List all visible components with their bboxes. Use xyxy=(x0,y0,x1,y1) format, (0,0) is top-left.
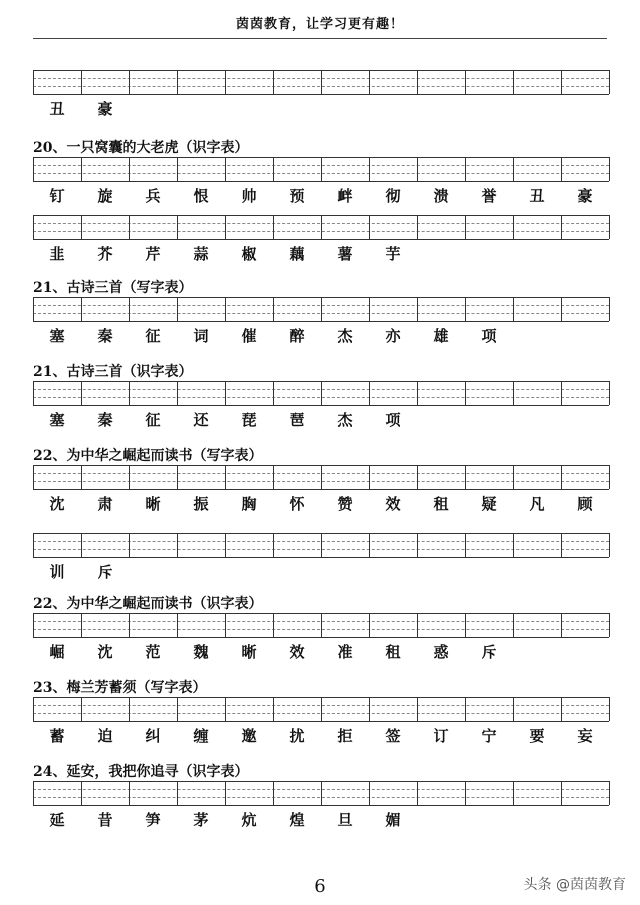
vocab-character: 订 xyxy=(433,727,449,745)
vocab-character: 丑 xyxy=(529,187,545,205)
vocab-character: 杰 xyxy=(337,327,353,345)
vocab-character: 昔 xyxy=(97,811,113,829)
vocab-character: 旦 xyxy=(337,811,353,829)
vocab-character: 旋 xyxy=(97,187,113,205)
vocab-character: 项 xyxy=(385,411,401,429)
vocab-character: 斥 xyxy=(481,643,497,661)
vocab-character: 芹 xyxy=(145,245,161,263)
vocab-character: 租 xyxy=(385,643,401,661)
vocab-character: 醉 xyxy=(289,327,305,345)
vocab-character: 雄 xyxy=(433,327,449,345)
vocab-character: 晰 xyxy=(241,643,257,661)
vocab-character: 椒 xyxy=(241,245,257,263)
vocab-character: 杰 xyxy=(337,411,353,429)
vocab-character: 秦 xyxy=(97,411,113,429)
vocab-character: 兵 xyxy=(145,187,161,205)
vocab-character: 煌 xyxy=(289,811,305,829)
vocab-character: 彻 xyxy=(385,187,401,205)
vocab-character: 崛 xyxy=(49,643,65,661)
pinyin-writing-grid xyxy=(33,697,609,721)
vocab-character: 惑 xyxy=(433,643,449,661)
page-header-title: 茵茵教育，让学习更有趣！ xyxy=(235,17,404,32)
vocab-character: 秦 xyxy=(97,327,113,345)
vocab-character: 宁 xyxy=(481,727,497,745)
vocab-character: 要 xyxy=(529,727,545,745)
vocab-character: 丑 xyxy=(49,100,65,118)
vocab-character: 拒 xyxy=(337,727,353,745)
vocab-character: 纠 xyxy=(145,727,161,745)
vocab-character: 词 xyxy=(193,327,209,345)
vocab-character: 媚 xyxy=(385,811,401,829)
vocab-character: 范 xyxy=(145,643,161,661)
vocab-character: 琶 xyxy=(289,411,305,429)
lesson-section-title: 22、为中华之崛起而读书（写字表） xyxy=(33,448,263,464)
lesson-section-title: 21、古诗三首（识字表） xyxy=(33,364,193,380)
vocab-character: 塞 xyxy=(49,411,65,429)
vocab-character: 藕 xyxy=(289,245,305,263)
lesson-section-title: 21、古诗三首（写字表） xyxy=(33,280,193,296)
vocab-character: 塞 xyxy=(49,327,65,345)
vocab-character: 帅 xyxy=(241,187,257,205)
vocab-character: 疑 xyxy=(481,495,497,513)
pinyin-writing-grid xyxy=(33,215,609,239)
pinyin-writing-grid xyxy=(33,465,609,489)
vocab-character: 邀 xyxy=(241,727,257,745)
vocab-character: 振 xyxy=(193,495,209,513)
vocab-character: 延 xyxy=(49,811,65,829)
vocab-character: 训 xyxy=(49,563,65,581)
vocab-character: 薯 xyxy=(337,245,353,263)
vocab-character: 还 xyxy=(193,411,209,429)
pinyin-writing-grid xyxy=(33,70,609,94)
lesson-section-title: 22、为中华之崛起而读书（识字表） xyxy=(33,596,263,612)
vocab-character: 恨 xyxy=(193,187,209,205)
vocab-character: 芥 xyxy=(97,245,113,263)
vocab-character: 扰 xyxy=(289,727,305,745)
vocab-character: 琵 xyxy=(241,411,257,429)
vocab-character: 催 xyxy=(241,327,257,345)
vocab-character: 缠 xyxy=(193,727,209,745)
pinyin-writing-grid xyxy=(33,613,609,637)
vocab-character: 晰 xyxy=(145,495,161,513)
vocab-character: 凡 xyxy=(529,495,545,513)
vocab-character: 项 xyxy=(481,327,497,345)
vocab-character: 钉 xyxy=(49,187,65,205)
vocab-character: 顾 xyxy=(577,495,593,513)
vocab-character: 蒜 xyxy=(193,245,209,263)
vocab-character: 笋 xyxy=(145,811,161,829)
pinyin-writing-grid xyxy=(33,781,609,805)
vocab-character: 衅 xyxy=(337,187,353,205)
vocab-character: 沈 xyxy=(49,495,65,513)
vocab-character: 预 xyxy=(289,187,305,205)
vocab-character: 肃 xyxy=(97,495,113,513)
vocab-character: 效 xyxy=(385,495,401,513)
vocab-character: 妄 xyxy=(577,727,593,745)
vocab-character: 豪 xyxy=(577,187,593,205)
vocab-character: 誉 xyxy=(481,187,497,205)
vocab-character: 效 xyxy=(289,643,305,661)
vocab-character: 迫 xyxy=(97,727,113,745)
watermark: 头条 @茵茵教育 xyxy=(523,877,626,893)
vocab-character: 芋 xyxy=(385,245,401,263)
vocab-character: 租 xyxy=(433,495,449,513)
vocab-character: 茅 xyxy=(193,811,209,829)
lesson-section-title: 24、延安，我把你追寻（识字表） xyxy=(33,764,249,780)
vocab-character: 炕 xyxy=(241,811,257,829)
vocab-character: 赞 xyxy=(337,495,353,513)
vocab-character: 沈 xyxy=(97,643,113,661)
vocab-character: 斥 xyxy=(97,563,113,581)
pinyin-writing-grid xyxy=(33,157,609,181)
vocab-character: 准 xyxy=(337,643,353,661)
vocab-character: 怀 xyxy=(289,495,305,513)
page-number: 6 xyxy=(314,876,326,897)
pinyin-writing-grid xyxy=(33,381,609,405)
vocab-character: 征 xyxy=(145,411,161,429)
vocab-character: 胸 xyxy=(241,495,257,513)
vocab-character: 亦 xyxy=(385,327,401,345)
vocab-character: 韭 xyxy=(49,245,65,263)
vocab-character: 蓄 xyxy=(49,727,65,745)
pinyin-writing-grid xyxy=(33,533,609,557)
pinyin-writing-grid xyxy=(33,297,609,321)
vocab-character: 征 xyxy=(145,327,161,345)
vocab-character: 魏 xyxy=(193,643,209,661)
lesson-section-title: 20、一只窝囊的大老虎（识字表） xyxy=(33,140,249,156)
vocab-character: 溃 xyxy=(433,187,449,205)
lesson-section-title: 23、梅兰芳蓄须（写字表） xyxy=(33,680,207,696)
vocab-character: 签 xyxy=(385,727,401,745)
vocab-character: 豪 xyxy=(97,100,113,118)
